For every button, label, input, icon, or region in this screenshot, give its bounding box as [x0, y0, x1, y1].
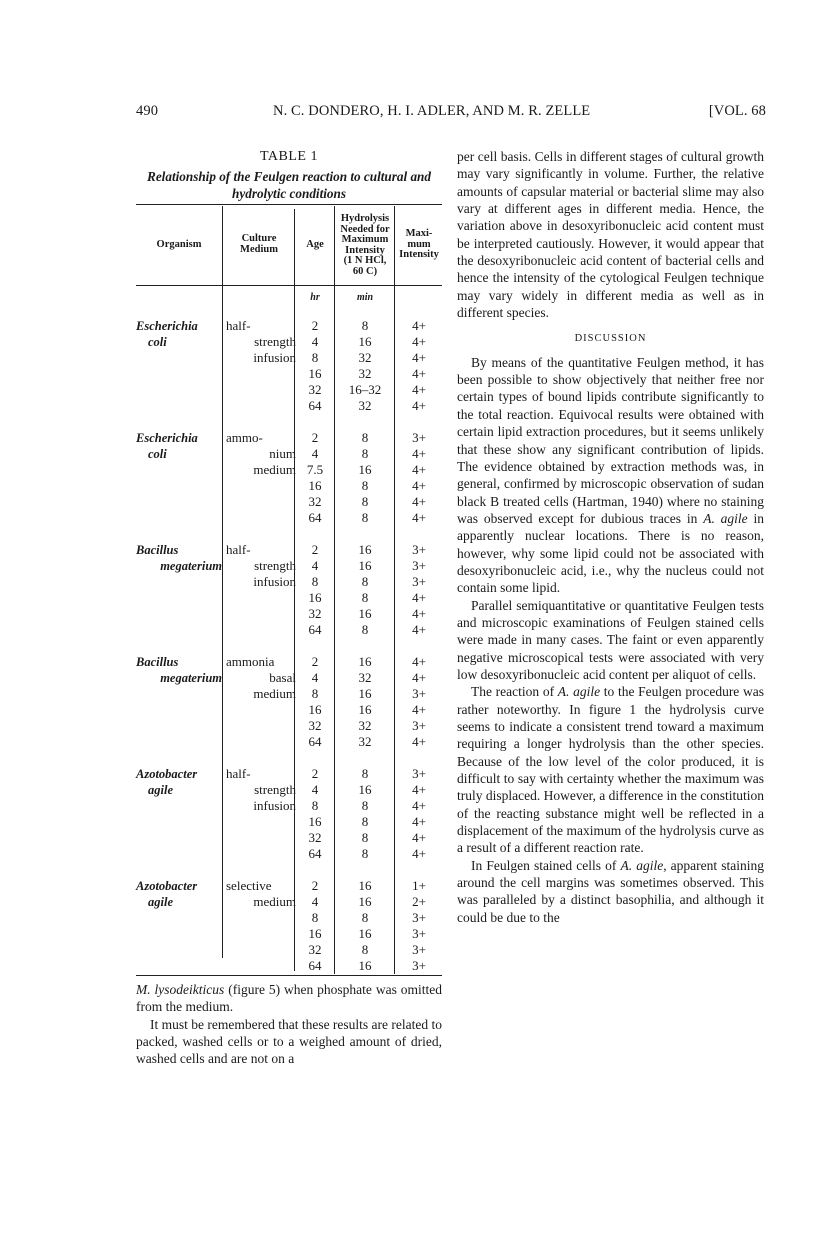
table-row — [136, 910, 442, 926]
age-cell: 4 — [311, 670, 319, 685]
intensity-cell: 3+ — [412, 558, 426, 573]
table-row — [136, 494, 442, 510]
hydrolysis-cell: 8 — [361, 766, 369, 781]
age-cell: 2 — [311, 430, 319, 445]
hydrolysis-cell: 16 — [358, 686, 372, 701]
page-number: 490 — [136, 103, 159, 119]
table-row — [136, 606, 442, 622]
hydrolysis-cell: 16 — [358, 878, 372, 893]
hydrolysis-cell: 8 — [361, 446, 369, 461]
intensity-cell: 4+ — [412, 814, 426, 829]
intensity-cell: 3+ — [412, 718, 426, 733]
age-cell: 7.5 — [306, 462, 324, 477]
table-row — [136, 590, 442, 606]
intensity-cell: 3+ — [412, 542, 426, 557]
age-cell: 2 — [311, 766, 319, 781]
unit-hr: hr — [310, 292, 320, 303]
age-cell: 32 — [308, 606, 322, 621]
intensity-cell: 4+ — [412, 446, 426, 461]
running-authors: N. C. DONDERO, H. I. ADLER, AND M. R. ZELLE — [273, 103, 591, 119]
age-cell: 64 — [308, 958, 322, 973]
age-cell: 16 — [308, 590, 322, 605]
age-cell: 32 — [308, 494, 322, 509]
intensity-cell: 4+ — [412, 462, 426, 477]
table-row — [136, 430, 442, 446]
intensity-cell: 4+ — [412, 702, 426, 717]
table-row — [136, 926, 442, 942]
hydrolysis-cell: 8 — [361, 942, 369, 957]
age-cell: 64 — [308, 398, 322, 413]
intensity-cell: 3+ — [412, 686, 426, 701]
age-cell: 32 — [308, 830, 322, 845]
hydrolysis-cell: 8 — [361, 430, 369, 445]
intensity-cell: 4+ — [412, 382, 426, 397]
age-cell: 64 — [308, 510, 322, 525]
intensity-cell: 3+ — [412, 910, 426, 925]
age-cell: 64 — [308, 622, 322, 637]
intensity-cell: 3+ — [412, 766, 426, 781]
table-row — [136, 574, 442, 590]
table-row — [136, 878, 442, 894]
age-cell: 2 — [311, 542, 319, 557]
hydrolysis-cell: 8 — [361, 318, 369, 333]
culture-medium: half- strength infusion — [226, 766, 296, 813]
intensity-cell: 1+ — [412, 878, 426, 893]
age-cell: 16 — [308, 814, 322, 829]
paragraph: per cell basis. Cells in different stages of cultural growth may vary significantly in volume. Further, the relative amounts of capsular material or bacterial slime may also vary at different ages in different media. Hence, the variation above in desoxyribonucleic acid content must be interpreted cautiously. However, it would appear that the desoxyribonucleic acid content of bacterial cells and hence the intensity of the cytological Feulgen technique may vary widely in different media as well as in different species. — [457, 149, 764, 321]
table-row — [136, 622, 442, 638]
age-cell: 4 — [311, 446, 319, 461]
table-row — [136, 958, 442, 974]
table-row — [136, 734, 442, 750]
table-row — [136, 382, 442, 398]
table-row — [136, 462, 442, 478]
table-row — [136, 766, 442, 782]
table-row — [136, 830, 442, 846]
intensity-cell: 4+ — [412, 670, 426, 685]
header-age: Age — [306, 239, 324, 250]
age-cell: 4 — [311, 334, 319, 349]
age-cell: 16 — [308, 702, 322, 717]
age-cell: 64 — [308, 734, 322, 749]
hydrolysis-cell: 16–32 — [348, 382, 382, 397]
intensity-cell: 4+ — [412, 798, 426, 813]
table-row — [136, 446, 442, 462]
table-row — [136, 686, 442, 702]
intensity-cell: 3+ — [412, 574, 426, 589]
intensity-cell: 3+ — [412, 926, 426, 941]
table-row — [136, 894, 442, 910]
age-cell: 4 — [311, 782, 319, 797]
hydrolysis-cell: 16 — [358, 606, 372, 621]
header-organism: Organism — [156, 239, 202, 250]
organism-name: Azotobacter agile — [136, 767, 198, 797]
hydrolysis-cell: 32 — [358, 366, 372, 381]
left-column — [136, 148, 442, 973]
hydrolysis-cell: 16 — [358, 334, 372, 349]
intensity-cell: 3+ — [412, 958, 426, 973]
intensity-cell: 3+ — [412, 430, 426, 445]
organism-name: Bacillus megaterium — [136, 543, 222, 573]
table-top-rule — [136, 204, 442, 205]
table-row — [136, 782, 442, 798]
age-cell: 8 — [311, 574, 319, 589]
intensity-cell: 4+ — [412, 510, 426, 525]
age-cell: 8 — [311, 686, 319, 701]
organism-name: Azotobacter agile — [136, 879, 198, 909]
table-row — [136, 478, 442, 494]
running-header — [136, 103, 766, 123]
hydrolysis-cell: 16 — [358, 926, 372, 941]
culture-medium: ammo- nium medium — [226, 430, 296, 477]
age-cell: 8 — [311, 350, 319, 365]
paragraph: The reaction of A. agile to the Feulgen procedure was rather noteworthy. In figure 1 the hydrolysis curve seems to indicate a consistent trend toward a maximum requiring a longer hydrolysis than the other species. Because of the low level of the color produced, it is difficult to say with certainty whether the maximum was truly displaced. However, a difference in the constitution of the reacting substance might well be reflected in a displacement of the maximum of the hydrolysis curve as a result of a different reaction rate. — [457, 684, 764, 856]
hydrolysis-cell: 8 — [361, 510, 369, 525]
intensity-cell: 4+ — [412, 350, 426, 365]
intensity-cell: 3+ — [412, 942, 426, 957]
table-row — [136, 702, 442, 718]
intensity-cell: 4+ — [412, 734, 426, 749]
hydrolysis-cell: 8 — [361, 574, 369, 589]
paragraph: Parallel semiquantitative or quantitative Feulgen tests and microscopic examinations of Feulgen stained cells were made in many cases. The faint or even apparently negative microscopical tests were associated with very low desoxyribonucleic acid content per aliquot of cells. — [457, 597, 764, 682]
intensity-cell: 4+ — [412, 366, 426, 381]
intensity-cell: 4+ — [412, 654, 426, 669]
section-heading-discussion: DISCUSSION — [574, 333, 647, 345]
organism-name: Bacillus megaterium — [136, 655, 222, 685]
organism-name: Escherichia coli — [136, 319, 198, 349]
table-row — [136, 798, 442, 814]
hydrolysis-cell: 32 — [358, 670, 372, 685]
intensity-cell: 4+ — [412, 830, 426, 845]
hydrolysis-cell: 16 — [358, 558, 372, 573]
hydrolysis-cell: 32 — [358, 718, 372, 733]
paragraph: By means of the quantitative Feulgen method, it has been possible to show objectively that neither free nor certain types of bound lipids contribute significantly to the total reaction. Equivocal results were obtained with certain lipid extraction procedures, but it seems unlikely that these show any significant contribution of lipids. The evidence obtained by extraction methods was, in general, confirmed by microscopic observation of sudan black B treated cells (Hartman, 1940) where no staining was observed except for dubious traces in A. agile in apparently nuclear locations. There is no reason, however, why some lipid could not be associated with desoxyribonucleic acid, i.e., why the nucleus could not contain some lipid. — [457, 354, 764, 596]
hydrolysis-cell: 8 — [361, 814, 369, 829]
header-hydrolysis: Hydrolysis Needed for Maximum Intensity (1 N HCl, 60 C) — [340, 213, 390, 277]
intensity-cell: 4+ — [412, 334, 426, 349]
intensity-cell: 4+ — [412, 478, 426, 493]
hydrolysis-cell: 8 — [361, 478, 369, 493]
age-cell: 4 — [311, 894, 319, 909]
hydrolysis-cell: 32 — [358, 734, 372, 749]
age-cell: 64 — [308, 846, 322, 861]
table-row — [136, 558, 442, 574]
table-row — [136, 350, 442, 366]
hydrolysis-cell: 16 — [358, 654, 372, 669]
table-row — [136, 398, 442, 414]
paragraph: In Feulgen stained cells of A. agile, apparent staining around the cell margins was sometimes observed. This was paralleled by a distinct basophilia, and although it could be due to the — [457, 857, 764, 925]
paragraph: M. lysodeikticus (figure 5) when phosphate was omitted from the medium. — [136, 982, 442, 1015]
age-cell: 16 — [308, 926, 322, 941]
table-row — [136, 942, 442, 958]
intensity-cell: 4+ — [412, 782, 426, 797]
culture-medium: half- strength infusion — [226, 542, 296, 589]
table-row — [136, 366, 442, 382]
age-cell: 16 — [308, 366, 322, 381]
unit-min: min — [356, 292, 374, 303]
table-row — [136, 654, 442, 670]
hydrolysis-cell: 16 — [358, 542, 372, 557]
intensity-cell: 4+ — [412, 398, 426, 413]
hydrolysis-cell: 32 — [358, 398, 372, 413]
header-max-intensity: Maxi- mum Intensity — [399, 228, 439, 260]
hydrolysis-cell: 32 — [358, 350, 372, 365]
organism-name: Escherichia coli — [136, 431, 198, 461]
intensity-cell: 4+ — [412, 622, 426, 637]
age-cell: 16 — [308, 478, 322, 493]
hydrolysis-cell: 8 — [361, 494, 369, 509]
table-caption: Relationship of the Feulgen reaction to cultural and hydrolytic conditions — [147, 169, 431, 201]
culture-medium: selective medium — [226, 878, 296, 909]
table-row — [136, 334, 442, 350]
header-culture-medium: Culture Medium — [240, 233, 278, 255]
culture-medium: half- strength infusion — [226, 318, 296, 365]
hydrolysis-cell: 8 — [361, 622, 369, 637]
hydrolysis-cell: 8 — [361, 798, 369, 813]
table-title: TABLE 1 — [260, 149, 318, 164]
paragraph: It must be remembered that these results are related to packed, washed cells or to a weighed amount of dried, washed cells and are not on a — [136, 1016, 443, 1067]
table-header-rule — [136, 285, 442, 286]
table-row — [136, 718, 442, 734]
age-cell: 8 — [311, 910, 319, 925]
intensity-cell: 4+ — [412, 590, 426, 605]
table-row — [136, 670, 442, 686]
volume-label: [VOL. 68 — [708, 103, 766, 119]
right-column — [457, 148, 764, 926]
age-cell: 32 — [308, 382, 322, 397]
table-row — [136, 510, 442, 526]
hydrolysis-cell: 8 — [361, 830, 369, 845]
age-cell: 2 — [311, 878, 319, 893]
age-cell: 4 — [311, 558, 319, 573]
hydrolysis-cell: 16 — [358, 702, 372, 717]
table-row — [136, 542, 442, 558]
age-cell: 8 — [311, 798, 319, 813]
age-cell: 2 — [311, 654, 319, 669]
hydrolysis-cell: 8 — [361, 910, 369, 925]
intensity-cell: 4+ — [412, 606, 426, 621]
left-body-text — [136, 981, 442, 1067]
intensity-cell: 2+ — [412, 894, 426, 909]
intensity-cell: 4+ — [412, 318, 426, 333]
hydrolysis-cell: 16 — [358, 462, 372, 477]
age-cell: 2 — [311, 318, 319, 333]
hydrolysis-cell: 16 — [358, 782, 372, 797]
table-bottom-rule — [136, 975, 442, 976]
intensity-cell: 4+ — [412, 494, 426, 509]
culture-medium: ammonia basal medium — [226, 654, 296, 701]
age-cell: 32 — [308, 942, 322, 957]
hydrolysis-cell: 16 — [358, 958, 372, 973]
age-cell: 32 — [308, 718, 322, 733]
table-row — [136, 846, 442, 862]
table-row — [136, 318, 442, 334]
hydrolysis-cell: 8 — [361, 846, 369, 861]
hydrolysis-cell: 16 — [358, 894, 372, 909]
table-row — [136, 814, 442, 830]
intensity-cell: 4+ — [412, 846, 426, 861]
hydrolysis-cell: 8 — [361, 590, 369, 605]
